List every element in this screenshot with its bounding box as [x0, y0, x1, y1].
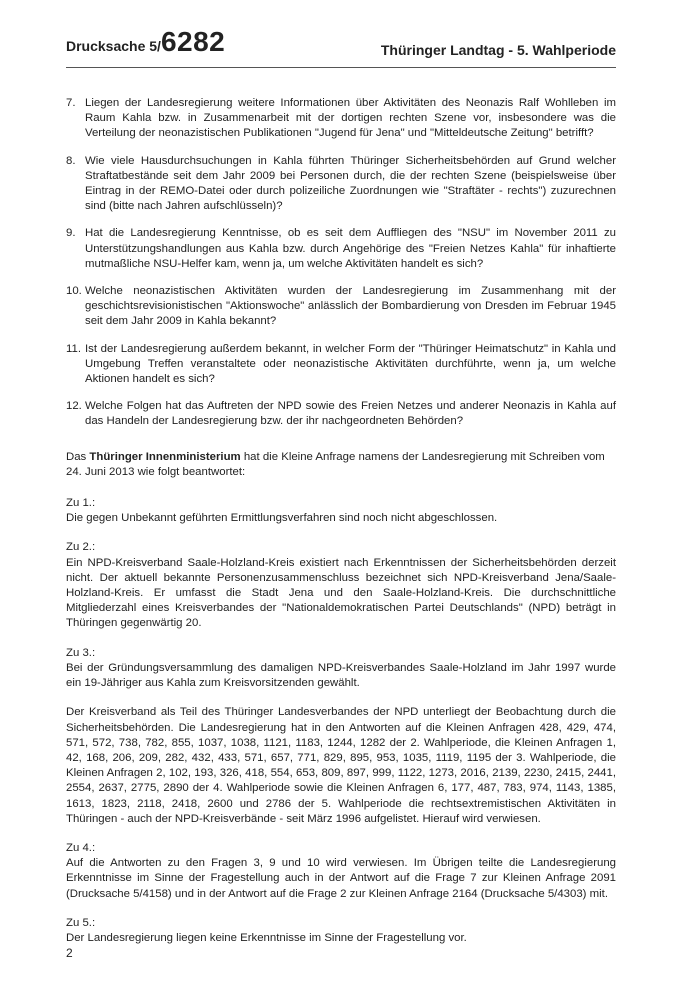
- question-text: Welche Folgen hat das Auftreten der NPD sowie des Freien Netzes und anderer Neonazis in Kahla auf das Handeln der Landesregierung bzw. der ihr nachgeordneten Behörden?: [85, 400, 616, 428]
- answer-text: Die gegen Unbekannt geführten Ermittlungsverfahren sind noch nicht abgeschlossen.: [66, 512, 498, 525]
- answer-2: [66, 540, 616, 631]
- question-text: Liegen der Landesregierung weitere Informationen über Aktivitäten des Neonazis Ralf Wohlleben im Raum Kahla bzw. in Zusammenarbeit mit der dortigen rechten Szene vor, insbesondere was die Verteilung der neonazistischen Publikationen "Jugend für Jena" und "Mitteldeutsche Zeitung" betrifft?: [85, 97, 616, 140]
- answer-text: Auf die Antworten zu den Fragen 3, 9 und 10 wird verwiesen. Im Übrigen teilte die Landesregierung Erkenntnisse im Sinne der Fragestellung auch in der Antwort auf die Frage 7 zur Kleinen Anfrage 2091 (Drucksache 5/4158) und in der Antwort auf die Frage 2 zur Kleinen Anfrage 2164 (Drucksache 5/4303) mit.: [66, 857, 616, 900]
- answer-1: [66, 496, 616, 526]
- answer-3: [66, 646, 616, 692]
- answer-intro: [66, 450, 616, 480]
- question-7: [66, 96, 616, 142]
- question-text: Ist der Landesregierung außerdem bekannt, in welcher Form der "Thüringer Heimatschutz" in Kahla und Umgebung Treffen veranstaltete oder neonazistische Aktivitäten durchführte, wenn ja, um welche Aktionen handelt es sich?: [85, 342, 616, 386]
- page-number: 2: [66, 946, 73, 960]
- question-number: 10.: [66, 285, 82, 298]
- parliament-title: Thüringer Landtag - 5. Wahlperiode: [380, 42, 616, 58]
- answer-label: Zu 1.:: [66, 497, 96, 510]
- document-number-value: 6282: [160, 26, 226, 57]
- question-number: 9.: [66, 227, 76, 240]
- question-number: 12.: [66, 400, 82, 413]
- answer-label: Zu 3.:: [66, 646, 96, 659]
- question-number: 11.: [66, 342, 81, 355]
- intro-post: hat die Kleine Anfrage namens der Landesregierung mit Schreiben vom 24. Juni 2013 wie folgt beantwortet:: [66, 450, 605, 478]
- answer-text: Ein NPD-Kreisverband Saale-Holzland-Kreis existiert nach Erkenntnissen der Sicherheitsbehörden derzeit nicht. Der aktuell bekannte Personenzusammenschluss bezeichnet sich NPD-Kreisverband Jena/Saale-Holzland-Kreis. Er umfasst die Stadt Jena und den Saale-Holzland-Kreis. Die durchschnittliche Mitgliederzahl eines Kreisverbandes der "Nationaldemokratischen Partei Deutschlands" (NPD) beträgt in Thüringen gegenwärtig 20.: [66, 556, 616, 630]
- answer-text: Der Landesregierung liegen keine Erkenntnisse im Sinne der Fragestellung vor.: [66, 931, 467, 944]
- document-number: [66, 26, 225, 58]
- document-label: Drucksache 5/: [66, 38, 161, 54]
- answer-label: Zu 4.:: [66, 841, 96, 854]
- page-header: [66, 28, 616, 64]
- question-10: [66, 284, 616, 330]
- question-11: [66, 342, 616, 388]
- question-text: Wie viele Hausdurchsuchungen in Kahla führten Thüringer Sicherheitsbehörden auf Grund welcher Straftatbestände seit dem Jahr 2009 bei Personen durch, die der rechten Szene (beispielsweise über Eintrag in der REMO-Datei oder durch polizeiliche Zuordnungen wie "Straftäter - rechts") zuzurechnen sind (bitte nach Jahren aufschlüsseln)?: [85, 154, 616, 213]
- question-8: [66, 154, 616, 215]
- question-number: 7.: [66, 97, 76, 109]
- answer-text: Bei der Gründungsversammlung des damaligen NPD-Kreisverbandes Saale-Holzland im Jahr 1997 wurde ein 19-Jähriger aus Kahla zum Kreisvorsitzenden gewählt.: [66, 661, 616, 690]
- document-body: [66, 96, 616, 960]
- intro-pre: Das: [66, 450, 90, 463]
- answer-label: Zu 2.:: [66, 541, 96, 554]
- question-number: 8.: [66, 154, 76, 167]
- question-text: Welche neonazistischen Aktivitäten wurden der Landesregierung im Zusammenhang mit der geschichtsrevisionistischen "Aktionswoche" anlässlich der Bombardierung von Dresden im Februar 1945 seit dem Jahr 2009 in Kahla bekannt?: [85, 285, 616, 328]
- ministry-name: Thüringer Innenministerium: [89, 450, 241, 463]
- answer-4: [66, 841, 616, 902]
- question-12: [66, 399, 616, 429]
- question-text: Hat die Landesregierung Kenntnisse, ob es seit dem Auffliegen des "NSU" im November 2011 zu Unterstützungshandlungen aus Kahla bzw. durch Angehörige des "Freien Netzes Kahla" für inhaftierte mutmaßliche NSU-Helfer kam, wenn ja, um welche Aktivitäten handelt es sich?: [85, 227, 616, 270]
- answer-3-continuation: Der Kreisverband als Teil des Thüringer Landesverbandes der NPD unterliegt der Beobachtung durch die Sicherheitsbehörden. Die Landesregierung hat in den Antworten auf die Kleinen Anfragen 428, 429, 474, 571, 572, 738, 782, 855, 1037, 1038, 1121, 1183, 1244, 1282 der 2. Wahlperiode, die Kleinen Anfragen 1, 42, 168, 206, 209, 282, 432, 433, 571, 657, 771, 829, 895, 953, 1035, 1119, 1195 der 3. Wahlperiode, die Kleinen Anfragen 2, 102, 193, 326, 418, 554, 653, 809, 897, 999, 1122, 1273, 2016, 2139, 2230, 2415, 2441, 2554, 2637, 2775, 2890 der 4. Wahlperiode sowie die Kleinen Anfragen 6, 177, 487, 783, 974, 1143, 1385, 1613, 1823, 2118, 2418, 2600 und 2786 der 5. Wahlperiode die rechtsextremistischen Aktivitäten in Thüringen - auch der NPD-Kreisverbände - seit März 1996 aufgelistet. Hierauf wird verwiesen.: [66, 706, 616, 825]
- header-divider: [66, 67, 616, 68]
- question-9: [66, 226, 616, 272]
- answer-5: [66, 916, 616, 946]
- answer-label: Zu 5.:: [66, 916, 96, 929]
